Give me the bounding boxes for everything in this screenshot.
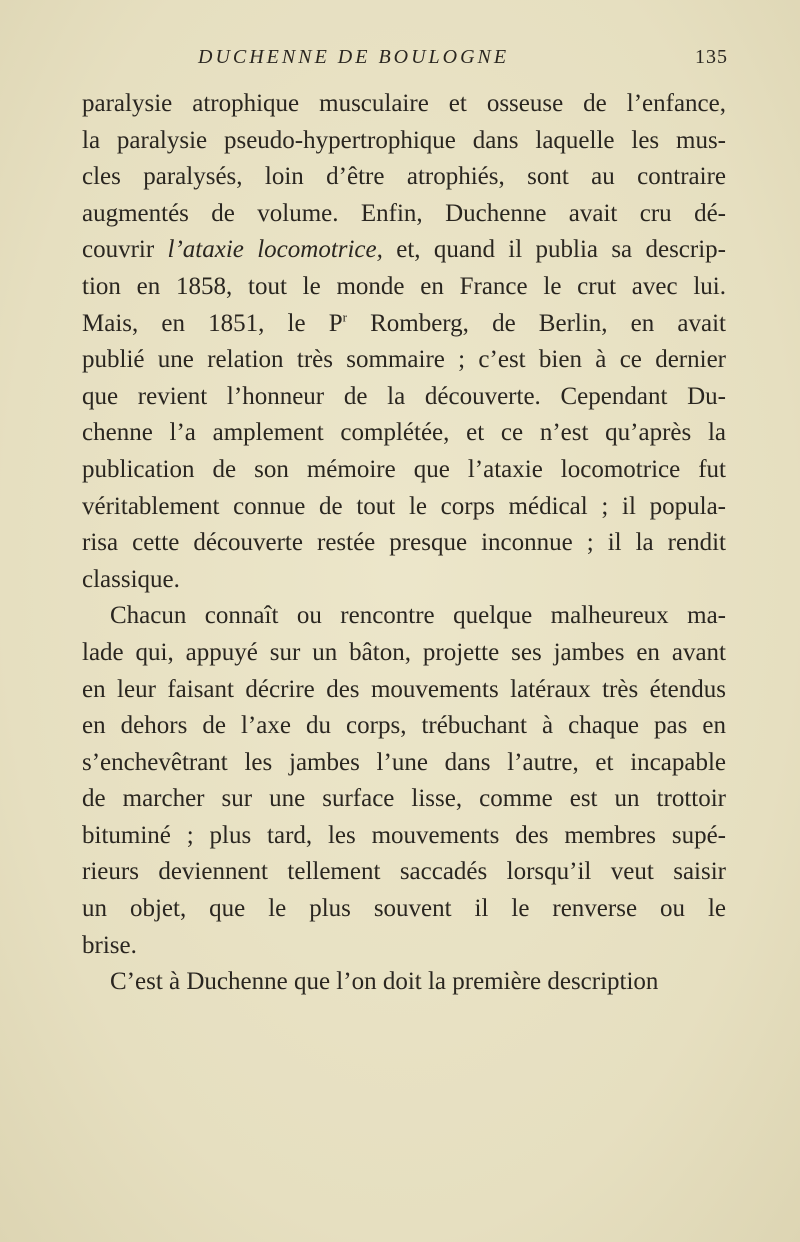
text-line: en dehors de l’axe du corps, trébuchant à chaque pas en xyxy=(82,712,726,740)
text-line: Chacun connaît ou rencontre quelque malheureux ma- xyxy=(110,602,726,630)
text-line xyxy=(82,232,726,269)
body-text xyxy=(82,86,726,1001)
italic-term: l’ataxie locomotrice, xyxy=(167,236,383,264)
text-span: Mais, en 1851, le P xyxy=(82,309,343,337)
text-line: lade qui, appuyé sur un bâton, projette ses jambes en avant xyxy=(82,638,726,666)
text-line: publié une relation très sommaire ; c’est bien à ce dernier xyxy=(82,346,726,374)
text-line: risa cette découverte restée presque inconnue ; il la rendit xyxy=(82,529,726,557)
page-number: 135 xyxy=(695,46,728,68)
text-line: en leur faisant décrire des mouvements latéraux très étendus xyxy=(82,675,726,703)
text-line: augmentés de volume. Enfin, Duchenne avait cru dé- xyxy=(82,199,726,227)
page-header xyxy=(186,46,728,76)
running-head: DUCHENNE DE BOULOGNE xyxy=(198,46,510,68)
text-line: paralysie atrophique musculaire et osseuse de l’enfance, xyxy=(82,90,726,117)
text-line: chenne l’a amplement complétée, et ce n’est qu’après la xyxy=(82,419,726,447)
text-line: que revient l’honneur de la découverte. Cependant Du- xyxy=(82,382,726,410)
text-span: et, quand il publia sa descrip- xyxy=(382,236,726,264)
text-line: tion en 1858, tout le monde en France le crut avec lui. xyxy=(82,272,726,300)
text-line: publication de son mémoire que l’ataxie locomotrice fut xyxy=(82,455,726,483)
text-span: couvrir xyxy=(82,236,168,264)
text-line: de marcher sur une surface lisse, comme est un trottoir xyxy=(82,785,726,813)
text-line: classique. xyxy=(82,565,180,593)
text-line: brise. xyxy=(82,931,137,959)
text-line xyxy=(82,306,726,343)
text-line: la paralysie pseudo-hypertrophique dans laquelle les mus- xyxy=(82,126,726,154)
text-line: véritablement connue de tout le corps médical ; il popula- xyxy=(82,492,726,520)
text-line: C’est à Duchenne que l’on doit la première description xyxy=(110,968,659,996)
text-line: cles paralysés, loin d’être atrophiés, sont au contraire xyxy=(82,163,726,191)
text-span: Romberg, de Berlin, en avait xyxy=(346,309,727,337)
text-line: s’enchevêtrant les jambes l’une dans l’autre, et incapable xyxy=(82,748,726,776)
text-line: rieurs deviennent tellement saccadés lorsqu’il veut saisir xyxy=(82,858,726,886)
superscript: r xyxy=(342,309,347,325)
text-line: un objet, que le plus souvent il le renverse ou le xyxy=(82,895,726,923)
text-line: bituminé ; plus tard, les mouvements des membres supé- xyxy=(82,821,726,849)
